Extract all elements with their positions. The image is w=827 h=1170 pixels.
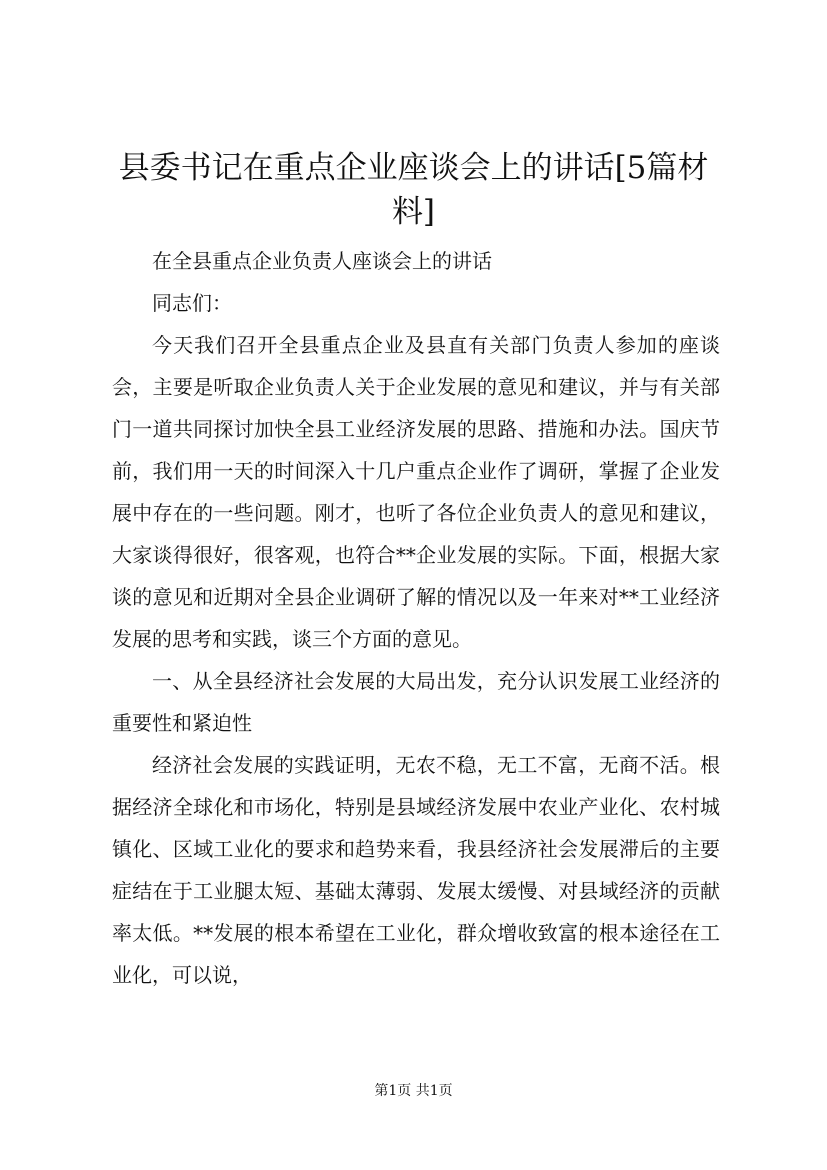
paragraph-section-heading: 一、从全县经济社会发展的大局出发，充分认识发展工业经济的重要性和紧迫性	[112, 669, 720, 735]
paragraph-body: 经济社会发展的实践证明，无农不稳，无工不富，无商不活。根据经济全球化和市场化，特别是县域经济发展中农业产业化、农村城镇化、区域工业化的要求和趋势来看，我县经济社会发展滞后的主要症结在于工业腿太短、基础太薄弱、发展太缓慢、对县域经济的贡献率太低。**发展的根本希望在工业化，群众增收致富的根本途径在工业化，可以说，	[112, 753, 720, 987]
paragraph-heading: 在全县重点企业负责人座谈会上的讲话	[152, 249, 492, 273]
document-title: 县委书记在重点企业座谈会上的讲话[5篇材料]	[118, 150, 709, 230]
paragraph-intro: 今天我们召开全县重点企业及县直有关部门负责人参加的座谈会，主要是听取企业负责人关于企业发展的意见和建议，并与有关部门一道共同探讨加快全县工业经济发展的思路、措施和办法。国庆节前，我们用一天的时间深入十几户重点企业作了调研，掌握了企业发展中存在的一些问题。刚才，也听了各位企业负责人的意见和建议，大家谈得很好，很客观，也符合**企业发展的实际。下面，根据大家谈的意见和近期对全县企业调研了解的情况以及一年来对**工业经济发展的思考和实践，谈三个方面的意见。	[112, 333, 720, 651]
paragraph-salutation: 同志们：	[152, 291, 232, 315]
document-body	[112, 240, 720, 996]
page-footer: 第1页 共1页	[374, 1083, 453, 1099]
